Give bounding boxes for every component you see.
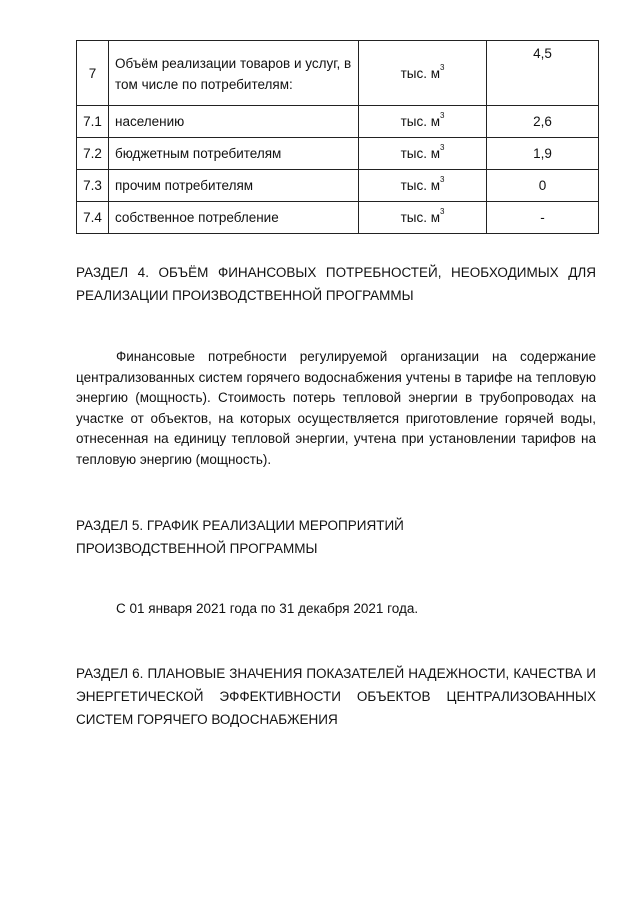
table-row	[77, 41, 599, 106]
row-value: 2,6	[487, 106, 599, 138]
row-number: 7.1	[77, 106, 109, 138]
row-value: 1,9	[487, 138, 599, 170]
row-unit: тыс. $м^3$	[359, 170, 487, 202]
row-number: 7	[77, 41, 109, 106]
row-unit: тыс. $м^3$	[359, 202, 487, 234]
row-name: населению	[109, 106, 359, 138]
row-name: собственное потребление	[109, 202, 359, 234]
row-number: 7.4	[77, 202, 109, 234]
table-row	[77, 106, 599, 138]
volume-table	[76, 40, 599, 234]
row-value: 4,5	[487, 41, 599, 106]
table-row	[77, 202, 599, 234]
row-number: 7.3	[77, 170, 109, 202]
row-unit: тыс. $м^3$	[359, 106, 487, 138]
row-name: прочим потребителям	[109, 170, 359, 202]
section-5-heading: РАЗДЕЛ 5. ГРАФИК РЕАЛИЗАЦИИ МЕРОПРИЯТИЙ ПРОИЗВОДСТВЕННОЙ ПРОГРАММЫ	[76, 518, 404, 556]
section-4-paragraph: Финансовые потребности регулируемой организации на содержание централизованных систем горячего водоснабжения учтены в тарифе на тепловую энергию (мощность). Стоимость потерь тепловой энергии в трубопроводах на участке от объектов, на которых осуществляется приготовление горячей воды, отнесенная на единицу тепловой энергии, учтена при установлении тарифов на тепловую энергию (мощность).	[76, 349, 596, 467]
row-value: -	[487, 202, 599, 234]
section-6-heading: РАЗДЕЛ 6. ПЛАНОВЫЕ ЗНАЧЕНИЯ ПОКАЗАТЕЛЕЙ НАДЕЖНОСТИ, КАЧЕСТВА И ЭНЕРГЕТИЧЕСКОЙ ЭФФЕКТИВНОСТИ ОБЪЕКТОВ ЦЕНТРАЛИЗОВАННЫХ СИСТЕМ ГОРЯЧЕГО ВОДОСНАБЖЕНИЯ	[76, 666, 596, 727]
section-5-dates: С 01 января 2021 года по 31 декабря 2021 года.	[116, 601, 419, 616]
row-unit: тыс. $м^3$	[359, 41, 487, 106]
row-name: бюджетным потребителям	[109, 138, 359, 170]
row-unit: тыс. $м^3$	[359, 138, 487, 170]
table-row	[77, 138, 599, 170]
row-value: 0	[487, 170, 599, 202]
table-row	[77, 170, 599, 202]
row-number: 7.2	[77, 138, 109, 170]
row-name: Объём реализации товаров и услуг, в том числе по потребителям:	[109, 41, 359, 106]
section-4-heading: РАЗДЕЛ 4. ОБЪЁМ ФИНАНСОВЫХ ПОТРЕБНОСТЕЙ, НЕОБХОДИМЫХ ДЛЯ РЕАЛИЗАЦИИ ПРОИЗВОДСТВЕННОЙ ПРОГРАММЫ	[76, 265, 596, 303]
